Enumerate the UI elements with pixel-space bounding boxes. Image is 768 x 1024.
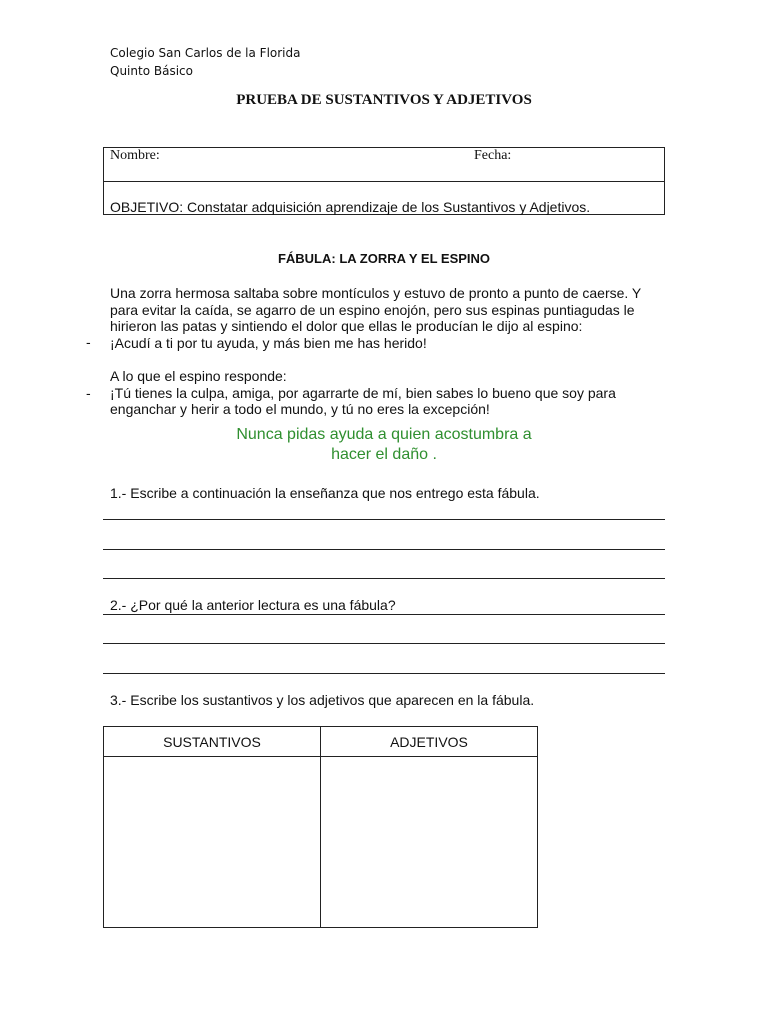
question-3: 3.- Escribe los sustantivos y los adjetivos que aparecen en la fábula. bbox=[110, 692, 535, 708]
fable-line: hirieron las patas y sintiendo el dolor que ellas le producían le dijo al espino: bbox=[110, 318, 583, 334]
espino-intro: A lo que el espino responde: bbox=[110, 368, 287, 384]
sustantivos-adjetivos-table bbox=[103, 726, 538, 928]
question-1: 1.- Escribe a continuación la enseñanza que nos entrego esta fábula. bbox=[110, 485, 540, 501]
answer-line[interactable] bbox=[103, 643, 665, 644]
answer-line[interactable] bbox=[103, 519, 665, 520]
answer-line[interactable] bbox=[103, 614, 665, 615]
answer-line[interactable] bbox=[103, 578, 665, 579]
fox-dialog: ¡Acudí a ti por tu ayuda, y más bien me has herido! bbox=[110, 334, 427, 351]
grade-label: Quinto Básico bbox=[110, 64, 193, 78]
fable-moral bbox=[0, 425, 768, 465]
box-divider bbox=[104, 181, 664, 182]
column-header-sustantivos: SUSTANTIVOS bbox=[104, 727, 321, 757]
page-title: PRUEBA DE SUSTANTIVOS Y ADJETIVOS bbox=[236, 92, 532, 108]
moral-line: Nunca pidas ayuda a quien acostumbra a bbox=[236, 426, 532, 443]
school-header bbox=[110, 44, 300, 80]
espino-dialog-line: enganchar y herir a todo el mundo, y tú no eres la excepción! bbox=[110, 401, 490, 417]
sustantivos-answer-cell[interactable] bbox=[104, 757, 321, 928]
school-name: Colegio San Carlos de la Florida bbox=[110, 46, 301, 60]
espino-dialog-line: ¡Tú tienes la culpa, amiga, por agarrarte de mí, bien sabes lo bueno que soy para bbox=[110, 384, 616, 401]
fable-title: FÁBULA: LA ZORRA Y EL ESPINO bbox=[277, 251, 491, 266]
answer-line[interactable] bbox=[103, 549, 665, 550]
column-header-adjetivos: ADJETIVOS bbox=[321, 727, 538, 757]
answer-line[interactable] bbox=[103, 673, 665, 674]
espino-paragraph bbox=[110, 368, 670, 418]
dialog-dash: - bbox=[86, 334, 91, 350]
objetivo-text: OBJETIVO: Constatar adquisición aprendizaje de los Sustantivos y Adjetivos. bbox=[110, 199, 591, 215]
nombre-label: Nombre: bbox=[110, 148, 160, 163]
fable-line: Una zorra hermosa saltaba sobre montículos y estuvo de pronto a punto de caerse. Y bbox=[110, 285, 642, 301]
fecha-label: Fecha: bbox=[474, 148, 512, 163]
student-info-box bbox=[103, 147, 665, 215]
moral-line: hacer el daño . bbox=[331, 446, 437, 463]
fable-line: para evitar la caída, se agarro de un espino enojón, pero sus espinas puntiagudas le bbox=[110, 301, 635, 318]
question-2: 2.- ¿Por qué la anterior lectura es una fábula? bbox=[110, 597, 396, 613]
adjetivos-answer-cell[interactable] bbox=[321, 757, 538, 928]
fable-paragraph bbox=[110, 285, 670, 351]
dialog-dash: - bbox=[86, 385, 91, 401]
